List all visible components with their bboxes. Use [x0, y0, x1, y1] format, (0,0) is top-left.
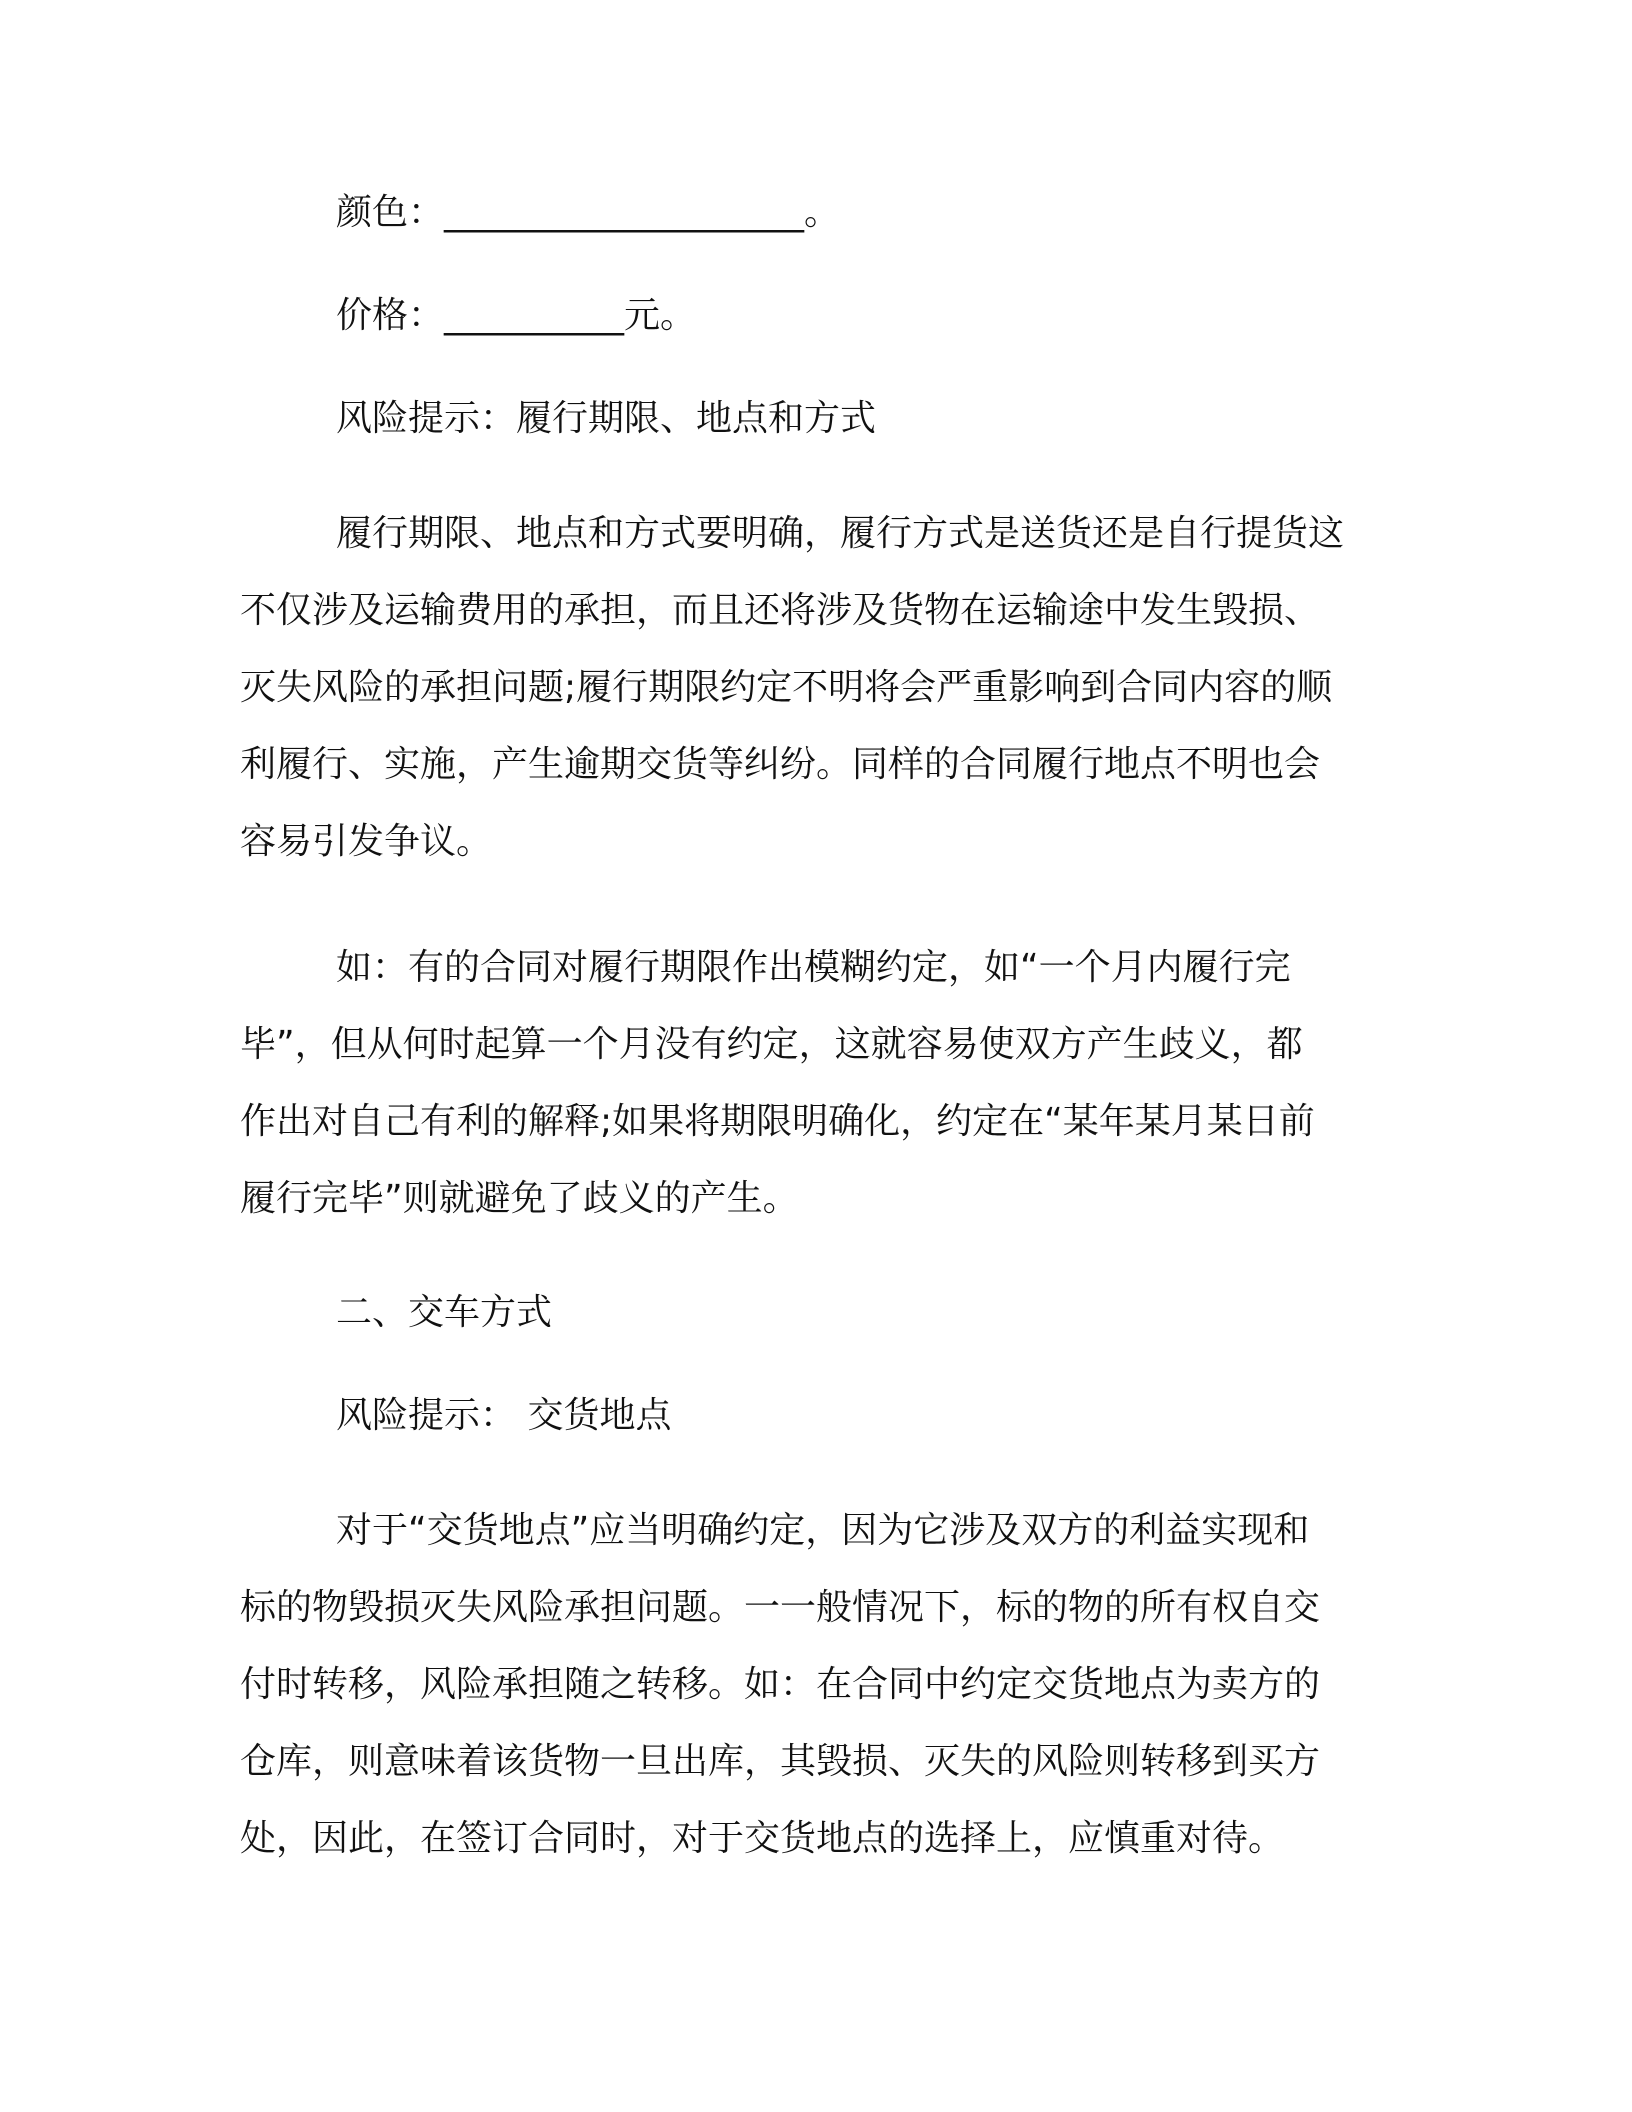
color-line: 颜色：____________________。: [336, 192, 841, 233]
paragraph-performance: [240, 495, 1380, 880]
risk-heading-2: 风险提示： 交货地点: [336, 1395, 672, 1436]
paragraph-line: 仓库，则意味着该货物一旦出库，其毁损、灭失的风险则转移到买方: [240, 1741, 1321, 1782]
risk-heading-1: 风险提示：履行期限、地点和方式: [336, 398, 877, 439]
price-line: 价格：__________元。: [336, 295, 697, 336]
paragraph-line: 履行完毕”则就避免了歧义的产生。: [240, 1178, 799, 1219]
paragraph-line: 容易引发争议。: [240, 821, 493, 862]
document-content: [240, 186, 1380, 1926]
paragraph-line: 如：有的合同对履行期限作出模糊约定，如“一个月内履行完: [336, 947, 1291, 988]
paragraph-example: [240, 929, 1380, 1237]
paragraph-line: 毕”，但从何时起算一个月没有约定，这就容易使双方产生歧义，都: [240, 1024, 1303, 1065]
paragraph-line: 利履行、实施，产生逾期交货等纠纷。同样的合同履行地点不明也会: [240, 744, 1321, 785]
paragraph-line: 对于“交货地点”应当明确约定，因为它涉及双方的利益实现和: [336, 1510, 1310, 1551]
paragraph-line: 不仅涉及运输费用的承担，而且还将涉及货物在运输途中发生毁损、: [240, 590, 1321, 631]
paragraph-delivery: [240, 1492, 1380, 1877]
section-heading: 二、交车方式: [336, 1292, 553, 1333]
paragraph-line: 作出对自己有利的解释;如果将期限明确化，约定在“某年某月某日前: [240, 1101, 1315, 1142]
paragraph-line: 标的物毁损灭失风险承担问题。一一般情况下，标的物的所有权自交: [240, 1587, 1321, 1628]
paragraph-line: 履行期限、地点和方式要明确，履行方式是送货还是自行提货这: [336, 513, 1345, 554]
paragraph-line: 灭失风险的承担问题;履行期限约定不明将会严重影响到合同内容的顺: [240, 667, 1333, 708]
paragraph-line: 处，因此，在签订合同时，对于交货地点的选择上，应慎重对待。: [240, 1818, 1285, 1859]
paragraph-line: 付时转移，风险承担随之转移。如：在合同中约定交货地点为卖方的: [240, 1664, 1321, 1705]
